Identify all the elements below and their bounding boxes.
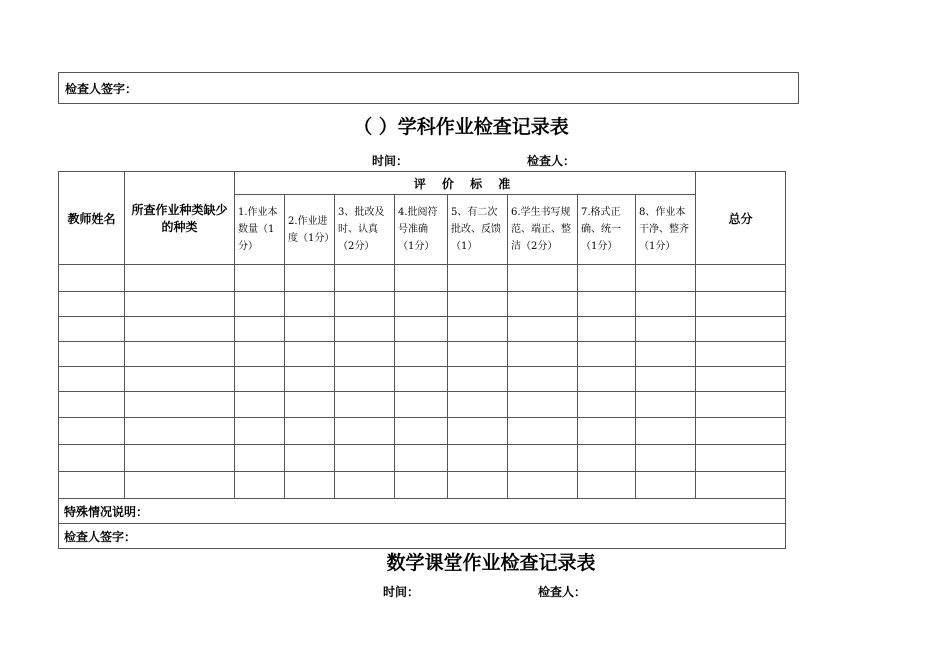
table-cell[interactable] xyxy=(125,367,235,392)
special-note-label: 特殊情况说明： xyxy=(64,504,149,519)
section1-time-label: 时间： xyxy=(372,154,409,168)
table-cell[interactable] xyxy=(448,342,508,367)
table-cell[interactable] xyxy=(636,367,696,392)
table-cell[interactable] xyxy=(335,367,395,392)
table-cell[interactable] xyxy=(395,367,448,392)
table-cell[interactable] xyxy=(578,342,636,367)
section1-title: （ ）学科作业检查记录表 xyxy=(353,116,569,138)
table-cell[interactable] xyxy=(125,317,235,342)
table-cell[interactable] xyxy=(636,317,696,342)
table-cell[interactable] xyxy=(335,265,395,292)
table-cell[interactable] xyxy=(59,445,125,472)
table-cell[interactable] xyxy=(508,292,578,317)
table-cell[interactable] xyxy=(578,292,636,317)
table-cell[interactable] xyxy=(448,418,508,445)
table-cell[interactable] xyxy=(636,292,696,317)
homework-check-table xyxy=(58,171,786,549)
table-cell[interactable] xyxy=(285,292,335,317)
table-cell[interactable] xyxy=(285,392,335,418)
table-cell[interactable] xyxy=(508,392,578,418)
criterion-1: 1.作业本数量（1分） xyxy=(235,195,285,265)
table-cell[interactable] xyxy=(508,342,578,367)
table-cell[interactable] xyxy=(235,367,285,392)
criterion-3: 3、批改及时、认真（2分） xyxy=(335,195,395,265)
criterion-5: 5、有二次批改、反馈（1） xyxy=(448,195,508,265)
criterion-4: 4.批阅符号准确（1分） xyxy=(395,195,448,265)
table-cell[interactable] xyxy=(59,392,125,418)
table-cell[interactable] xyxy=(448,265,508,292)
table-row xyxy=(59,445,786,472)
table-cell[interactable] xyxy=(395,292,448,317)
table-cell[interactable] xyxy=(395,265,448,292)
table-cell[interactable] xyxy=(235,342,285,367)
table-cell[interactable] xyxy=(578,472,636,499)
top-signature-box xyxy=(58,72,799,104)
table-cell[interactable] xyxy=(578,445,636,472)
table-cell[interactable] xyxy=(395,317,448,342)
signature-row xyxy=(59,524,786,549)
table-cell[interactable] xyxy=(59,292,125,317)
table-cell[interactable] xyxy=(59,418,125,445)
criterion-8: 8、作业本干净、整齐（1分） xyxy=(636,195,696,265)
section1-inspector-label: 检查人： xyxy=(527,154,576,168)
table-row xyxy=(59,342,786,367)
header-teacher-name: 教师姓名 xyxy=(59,172,125,265)
table-cell[interactable] xyxy=(59,367,125,392)
table-cell[interactable] xyxy=(395,472,448,499)
table-cell[interactable] xyxy=(636,418,696,445)
table-cell[interactable] xyxy=(335,317,395,342)
table-cell[interactable] xyxy=(335,292,395,317)
table-cell[interactable] xyxy=(578,392,636,418)
table-row xyxy=(59,265,786,292)
table-cell[interactable] xyxy=(448,292,508,317)
table-cell[interactable] xyxy=(125,342,235,367)
table-cell[interactable] xyxy=(235,317,285,342)
table-cell[interactable] xyxy=(578,367,636,392)
table-cell[interactable] xyxy=(508,265,578,292)
table-cell[interactable] xyxy=(335,392,395,418)
criterion-2: 2.作业进度（1分） xyxy=(285,195,335,265)
table-cell[interactable] xyxy=(448,472,508,499)
table-cell[interactable] xyxy=(696,367,786,392)
table-cell[interactable] xyxy=(696,265,786,292)
table-cell[interactable] xyxy=(395,392,448,418)
table-cell[interactable] xyxy=(696,392,786,418)
table-cell[interactable] xyxy=(235,392,285,418)
table-cell[interactable] xyxy=(696,445,786,472)
signature-label: 检查人签字： xyxy=(64,529,137,544)
table-cell[interactable] xyxy=(578,265,636,292)
table-row xyxy=(59,418,786,445)
table-cell[interactable] xyxy=(285,418,335,445)
table-cell[interactable] xyxy=(636,445,696,472)
header-evaluation-criteria: 评 价 标 准 xyxy=(235,172,696,195)
table-cell[interactable] xyxy=(508,367,578,392)
table-cell[interactable] xyxy=(636,472,696,499)
criterion-7: 7.格式正确、统一（1分） xyxy=(578,195,636,265)
section2-time-label: 时间： xyxy=(383,585,420,599)
table-cell[interactable] xyxy=(285,367,335,392)
table-cell[interactable] xyxy=(696,292,786,317)
table-cell[interactable] xyxy=(285,317,335,342)
table-cell[interactable] xyxy=(235,265,285,292)
table-cell[interactable] xyxy=(59,317,125,342)
top-signature-label: 检查人签字： xyxy=(65,82,138,96)
header-total-score: 总分 xyxy=(696,172,786,265)
table-cell[interactable] xyxy=(395,418,448,445)
table-cell[interactable] xyxy=(335,342,395,367)
table-cell[interactable] xyxy=(448,392,508,418)
criterion-6: 6.学生书写规范、端正、整洁（2分） xyxy=(508,195,578,265)
table-cell[interactable] xyxy=(335,472,395,499)
table-cell[interactable] xyxy=(395,342,448,367)
table-cell[interactable] xyxy=(125,392,235,418)
table-cell[interactable] xyxy=(508,418,578,445)
table-cell[interactable] xyxy=(636,265,696,292)
table-row xyxy=(59,472,786,499)
section2-inspector-label: 检查人： xyxy=(538,585,587,599)
table-cell[interactable] xyxy=(335,418,395,445)
table-cell[interactable] xyxy=(696,418,786,445)
table-cell[interactable] xyxy=(285,472,335,499)
table-cell[interactable] xyxy=(235,445,285,472)
table-cell[interactable] xyxy=(636,392,696,418)
table-cell[interactable] xyxy=(696,317,786,342)
header-missing-types: 所查作业种类缺少的种类 xyxy=(125,172,235,265)
table-cell[interactable] xyxy=(125,472,235,499)
table-cell[interactable] xyxy=(59,265,125,292)
section2-title: 数学课堂作业检查记录表 xyxy=(386,552,596,574)
table-cell[interactable] xyxy=(578,317,636,342)
table-cell[interactable] xyxy=(395,445,448,472)
table-cell[interactable] xyxy=(508,445,578,472)
table-cell[interactable] xyxy=(696,472,786,499)
table-cell[interactable] xyxy=(285,342,335,367)
table-cell[interactable] xyxy=(448,317,508,342)
table-row xyxy=(59,392,786,418)
table-row xyxy=(59,292,786,317)
table-cell[interactable] xyxy=(235,418,285,445)
table-cell[interactable] xyxy=(125,445,235,472)
table-cell[interactable] xyxy=(448,445,508,472)
table-cell[interactable] xyxy=(125,265,235,292)
table-cell[interactable] xyxy=(235,472,285,499)
table-cell[interactable] xyxy=(235,292,285,317)
table-cell[interactable] xyxy=(125,292,235,317)
table-cell[interactable] xyxy=(59,342,125,367)
table-cell[interactable] xyxy=(508,317,578,342)
table-cell[interactable] xyxy=(508,472,578,499)
table-cell[interactable] xyxy=(448,367,508,392)
table-cell[interactable] xyxy=(636,342,696,367)
table-cell[interactable] xyxy=(285,265,335,292)
table-cell[interactable] xyxy=(285,445,335,472)
table-cell[interactable] xyxy=(59,472,125,499)
table-cell[interactable] xyxy=(578,418,636,445)
table-row xyxy=(59,317,786,342)
special-note-row xyxy=(59,499,786,524)
table-row xyxy=(59,367,786,392)
table-cell[interactable] xyxy=(696,342,786,367)
table-cell[interactable] xyxy=(335,445,395,472)
table-cell[interactable] xyxy=(125,418,235,445)
